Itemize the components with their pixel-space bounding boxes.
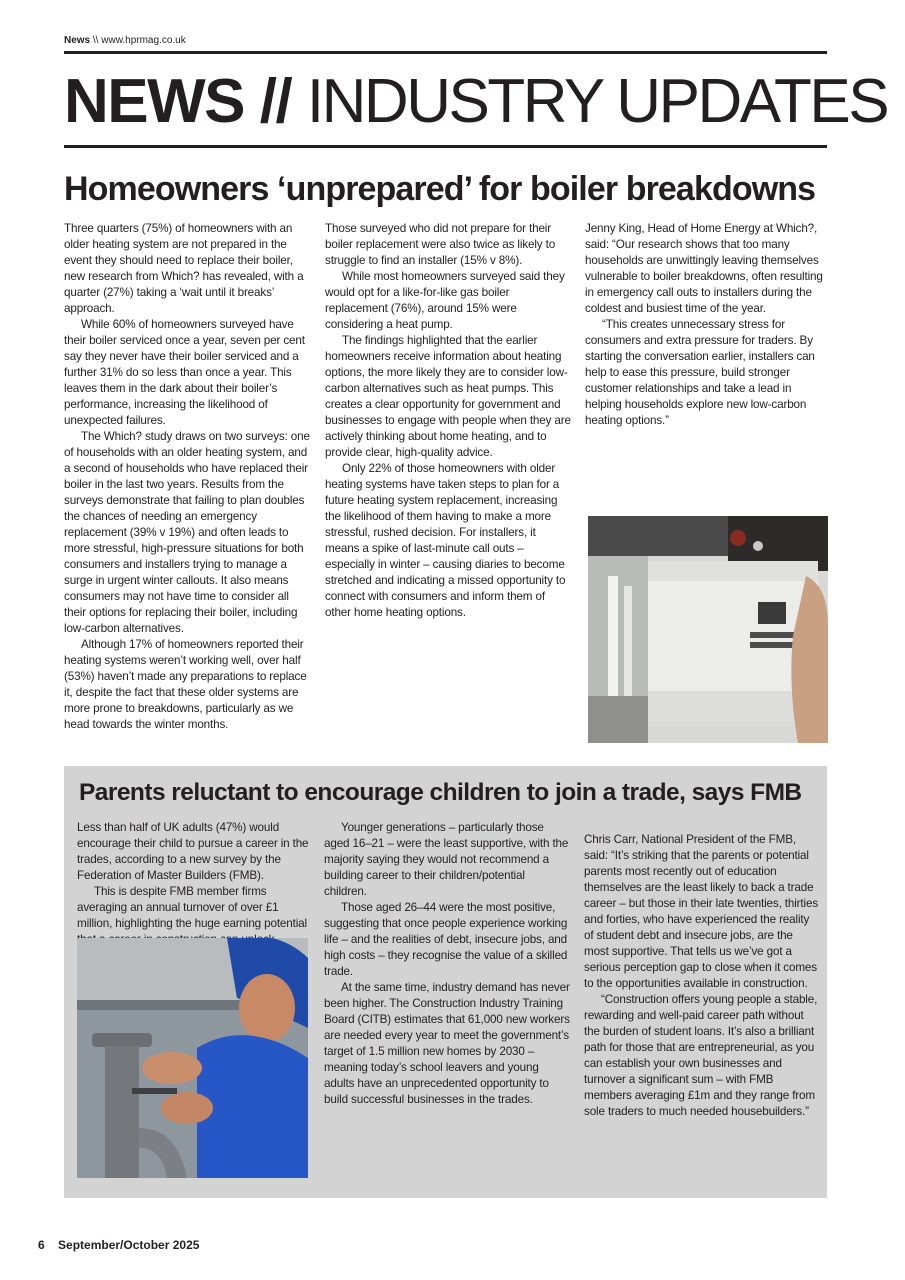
paragraph: Less than half of UK adults (47%) would encourage their child to pursue a career in the trades, according to a new survey by the Federation of Master Builders (FMB). [77, 821, 309, 882]
site-url: www.hprmag.co.uk [101, 35, 186, 46]
paragraph: Only 22% of those homeowners with older heating systems have taken steps to plan for a future heating system replacement, increasing the likelihood of them having to make a more stressful, rushed decision. For installers, it means a spike of last-minute call outs – especially in winter – causing diaries to become stretched and indicating a missed opportunity to connect with consumers and inform them of other home heating options. [325, 462, 566, 619]
section-label: News [64, 35, 91, 46]
paragraph: Chris Carr, National President of the FMB, said: “It’s striking that the parents or potential parents most recently out of education themselves are the least likely to back a trade career – but those in their late twenties, thirties and forties, who have experienced the reality of student debt and insecure jobs, are the most supportive. That tells us we’ve got a serious perception gap to close when it comes to the opportunities available in construction. [584, 833, 819, 990]
boiler-illustration [588, 516, 828, 743]
plumber-photo [77, 938, 308, 1178]
article-2-column-1 [77, 820, 309, 948]
paragraph: Those aged 26–44 were the most positive, suggesting that once people experience working life – and the realities of debt, insecure jobs, and high costs – they recognise the value of a skilled trade. [324, 901, 568, 978]
banner-bold: NEWS // [64, 67, 292, 136]
article-1-headline: Homeowners ‘unprepared’ for boiler breakdowns [64, 170, 816, 208]
article-2-headline: Parents reluctant to encourage children to join a trade, says FMB [79, 779, 802, 806]
paragraph: Those surveyed who did not prepare for their boiler replacement were also twice as likely to struggle to find an installer (15% v 8%). [325, 222, 556, 267]
separator: \\ [92, 35, 99, 46]
paragraph: While most homeowners surveyed said they would opt for a like-for-like gas boiler replacement (76%), around 15% were considering a heat pump. [325, 270, 565, 331]
paragraph: The Which? study draws on two surveys: one of households with an older heating system, and a second of households who have replaced their boiler in the last two years. Results from the surveys demonstrate that failing to plan doubles the chances of needing an emergency replacement (39% v 19%) and often leads to more stressful, high-pressure situations for both consumers and installers trying to manage a surge in urgent winter callouts. It also means consumers may not have time to consider all their options for replacing their boiler, including low-carbon alternatives. [64, 430, 310, 635]
top-rule [64, 51, 827, 54]
article-2-column-2 [324, 820, 570, 1108]
paragraph: This is despite FMB member firms averaging an annual turnover of over £1 million, highlighting the huge earning potential [77, 885, 307, 930]
boiler-photo [588, 516, 828, 743]
banner-light: INDUSTRY UPDATES [306, 67, 888, 136]
paragraph: Although 17% of homeowners reported their heating systems weren’t working well, over half (53%) haven’t made any preparations to replace it, despite the fact that these older systems are more prone to breakdowns, particularly as we head towards the winter months. [64, 638, 307, 731]
article-2-column-3 [584, 832, 820, 1120]
paragraph: Younger generations – particularly those aged 16–21 – were the least supportive, with the majority saying they would not recommend a building career to their children/potential children. [324, 821, 569, 898]
page-number: 6 [38, 1238, 45, 1252]
paragraph: While 60% of homeowners surveyed have their boiler serviced once a year, seven per cent say they never have their boiler serviced and a further 31% do so less than once a year. This leaves them in the dark about their boiler’s performance, increasing the likelihood of unexpected failures. [64, 318, 305, 427]
paragraph: “Construction offers young people a stable, rewarding and well-paid career path without the burden of student loans. It’s also a brilliant path for those that are entrepreneurial, as you can establish your own businesses and turnover a significant sum – with FMB members averaging £1m and they range from sole traders to much needed housebuilders.” [584, 993, 818, 1118]
banner-rule [64, 145, 827, 148]
article-1-column-2 [325, 221, 572, 621]
plumber-illustration [77, 938, 308, 1178]
page-footer [38, 1238, 199, 1252]
article-1-column-1 [64, 221, 311, 733]
issue-date: September/October 2025 [58, 1238, 200, 1252]
paragraph: Jenny King, Head of Home Energy at Which?, said: “Our research shows that too many households are unwittingly leaving themselves vulnerable to boiler breakdowns, often resulting in emergency call outs to installers during the coldest and busiest time of the year. [585, 222, 823, 315]
paragraph: “This creates unnecessary stress for consumers and extra pressure for traders. By starting the conversation earlier, installers can help to ease this pressure, build stronger customer relationships and take a lead in helping households explore new low-carbon heating options.” [585, 318, 815, 427]
paragraph: The findings highlighted that the earlier homeowners receive information about heating options, the more likely they are to consider low-carbon alternatives such as heat pumps. This creates a clear opportunity for government and businesses to engage with people when they are actively thinking about home heating, and to provide clear, high-quality advice. [325, 334, 571, 459]
paragraph: At the same time, industry demand has never been higher. The Construction Industry Training Board (CITB) estimates that 61,000 new workers are needed every year to meet the government’s target of 1.5 million new homes by 2030 – meaning today’s school leavers and young adults have an unprecedented opportunity to build successful businesses in the trades. [324, 981, 570, 1106]
paragraph: Three quarters (75%) of homeowners with an older heating system are not prepared in the event they should need to replace their boiler, new research from Which? has revealed, with a quarter (27%) taking a ‘wait until it breaks’ approach. [64, 222, 304, 315]
article-1-column-3 [585, 221, 828, 429]
running-head [64, 35, 186, 46]
section-banner [64, 66, 888, 138]
